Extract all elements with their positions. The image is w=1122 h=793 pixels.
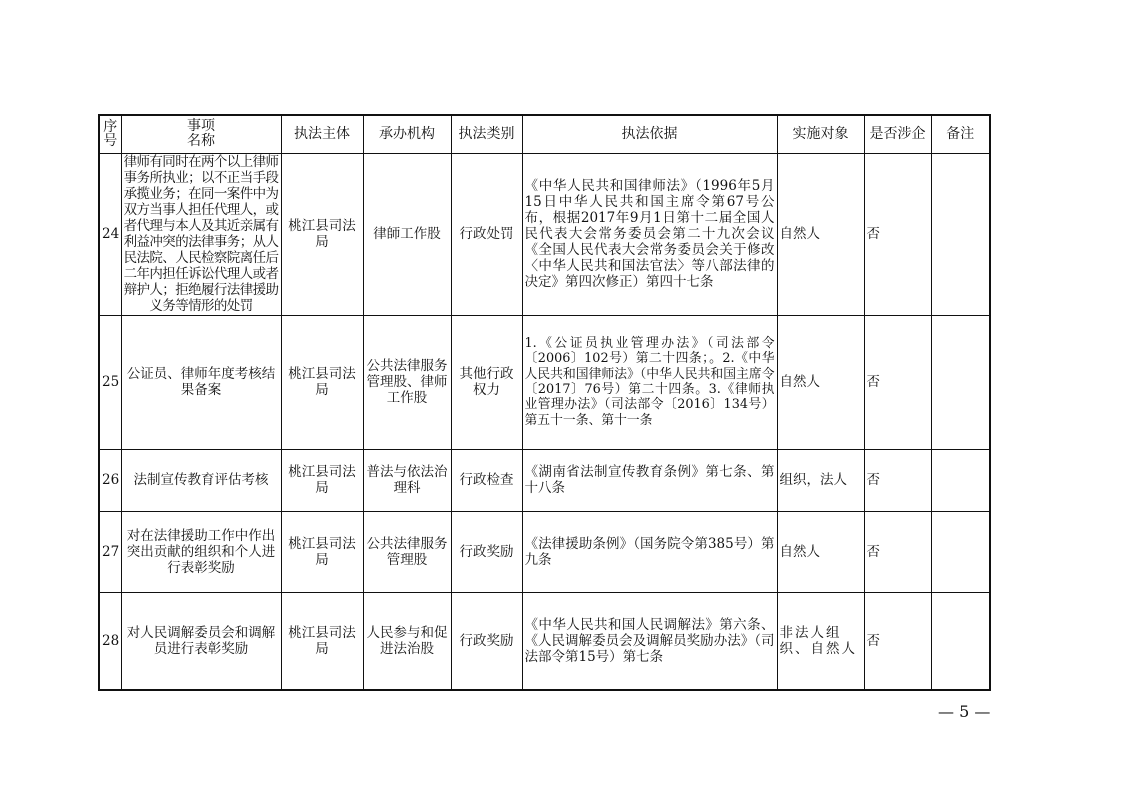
row-enterprise: 否 xyxy=(864,511,931,592)
row-subject: 桃江县司法局 xyxy=(281,153,363,315)
page-number: — 5 — xyxy=(938,702,991,721)
row-enterprise: 否 xyxy=(864,315,931,449)
header-item-line2: 名称 xyxy=(187,133,215,150)
header-subject: 执法主体 xyxy=(281,115,363,153)
row-subject: 桃江县司法局 xyxy=(281,449,363,511)
table-row xyxy=(99,592,990,690)
table-row xyxy=(99,511,990,592)
row-basis: 《中华人民共和国人民调解法》第六条、《人民调解委员会及调解员奖励办法》（司法部令第15号）第七条 xyxy=(522,592,777,690)
table-row xyxy=(99,153,990,315)
row-agency: 律師工作股 xyxy=(363,153,451,315)
row-basis: 《中华人民共和国律师法》（1996年5月15日中华人民共和国主席令第67号公布，根据2017年9月1日第十二届全国人民代表大会常务委员会第二十九次会议《全国人民代表大会常务委员会关于修改〈中华人民共和国法官法〉等八部法律的决定》第四次修正）第四十七条 xyxy=(522,153,777,315)
header-seq: 序号 xyxy=(99,115,121,153)
row-item-name: 律师有同时在两个以上律师事务所执业；以不正当手段承揽业务；在同一案件中为双方当事人担任代理人，或者代理与本人及其近亲属有利益冲突的法律事务；从人民法院、人民检察院离任后二年内担任诉讼代理人或者辩护人；拒绝履行法律援助义务等情形的处罚 xyxy=(121,153,281,315)
row-seq: 28 xyxy=(99,592,121,690)
row-subject: 桃江县司法局 xyxy=(281,315,363,449)
row-enterprise: 否 xyxy=(864,153,931,315)
header-category: 执法类别 xyxy=(451,115,522,153)
row-remark xyxy=(931,511,990,592)
row-item-name: 对人民调解委员会和调解员进行表彰奖励 xyxy=(121,592,281,690)
enforcement-items-table xyxy=(98,114,991,691)
row-basis: 1.《公证员执业管理办法》（司法部令〔2006〕102号）第二十四条；。2.《中华人民共和国律师法》（中华人民共和国主席令〔2017〕76号）第二十四条。3.《律师执业管理办法》（司法部令〔2016〕134号）第五十一条、第十一条 xyxy=(522,315,777,449)
row-seq: 26 xyxy=(99,449,121,511)
row-category: 行政奖励 xyxy=(451,592,522,690)
row-category: 行政奖励 xyxy=(451,511,522,592)
row-remark xyxy=(931,315,990,449)
row-agency: 人民参与和促进法治股 xyxy=(363,592,451,690)
row-target: 自然人 xyxy=(777,511,864,592)
row-subject: 桃江县司法局 xyxy=(281,592,363,690)
row-agency: 普法与依法治理科 xyxy=(363,449,451,511)
row-seq: 25 xyxy=(99,315,121,449)
row-item-name: 公证员、律师年度考核结果备案 xyxy=(121,315,281,449)
row-category: 其他行政权力 xyxy=(451,315,522,449)
row-target: 自然人 xyxy=(777,153,864,315)
row-agency: 公共法律服务管理股 xyxy=(363,511,451,592)
row-agency: 公共法律服务管理股、律师工作股 xyxy=(363,315,451,449)
header-basis: 执法依据 xyxy=(522,115,777,153)
row-item-name: 对在法律援助工作中作出突出贡献的组织和个人进行表彰奖励 xyxy=(121,511,281,592)
row-enterprise: 否 xyxy=(864,592,931,690)
row-remark xyxy=(931,592,990,690)
header-remark: 备注 xyxy=(931,115,990,153)
table-row xyxy=(99,315,990,449)
row-seq: 24 xyxy=(99,153,121,315)
row-target: 自然人 xyxy=(777,315,864,449)
row-seq: 27 xyxy=(99,511,121,592)
header-item-name xyxy=(121,115,281,153)
row-enterprise: 否 xyxy=(864,449,931,511)
row-basis: 《法律援助条例》（国务院令第385号）第九条 xyxy=(522,511,777,592)
table-row xyxy=(99,449,990,511)
row-category: 行政处罚 xyxy=(451,153,522,315)
header-agency: 承办机构 xyxy=(363,115,451,153)
row-target: 非法人组织、自然人 xyxy=(777,592,864,690)
row-subject: 桃江县司法局 xyxy=(281,511,363,592)
header-item-line1: 事项 xyxy=(187,118,215,135)
row-item-name: 法制宣传教育评估考核 xyxy=(121,449,281,511)
row-target: 组织，法人 xyxy=(777,449,864,511)
row-remark xyxy=(931,449,990,511)
row-remark xyxy=(931,153,990,315)
header-enterprise: 是否涉企 xyxy=(864,115,931,153)
row-category: 行政检查 xyxy=(451,449,522,511)
row-basis: 《湖南省法制宣传教育条例》第七条、第十八条 xyxy=(522,449,777,511)
header-target: 实施对象 xyxy=(777,115,864,153)
header-row xyxy=(99,115,990,153)
